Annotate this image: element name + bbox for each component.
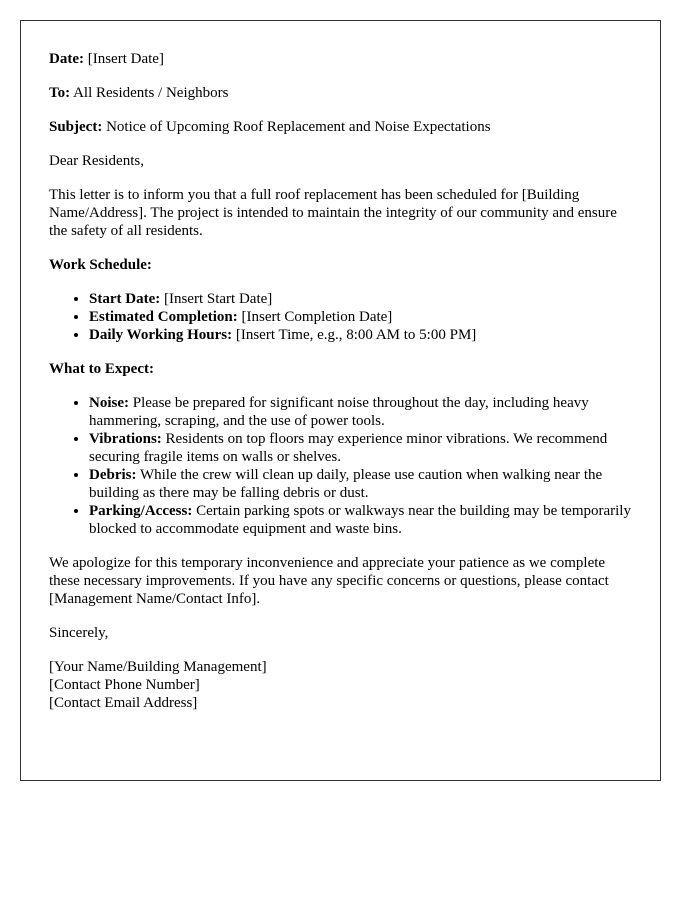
signoff: Sincerely, [49,625,109,641]
expect-list [49,394,632,538]
signature-name: [Your Name/Building Management] [49,659,267,675]
list-item: • Estimated Completion: [Insert Completion Date] [89,308,632,326]
list-item: • Start Date: [Insert Start Date] [89,290,632,308]
list-item: • Daily Working Hours: [Insert Time, e.g., 8:00 AM to 5:00 PM] [89,326,632,344]
closing-paragraph: We apologize for this temporary inconvenience and appreciate your patience as we complete these necessary improvements. If you have any specific concerns or questions, please contact [Management Name/Contact Info]. [49,555,609,607]
list-item: • Noise: Please be prepared for significant noise throughout the day, including heavy hammering, scraping, and the use of power tools. [89,394,632,430]
signature-block [49,658,632,712]
subject-line: Subject: Notice of Upcoming Roof Replacement and Noise Expectations [49,119,491,135]
to-line: To: All Residents / Neighbors [49,85,229,101]
signature-phone: [Contact Phone Number] [49,677,200,693]
letter [20,20,661,781]
list-item: • Debris: While the crew will clean up daily, please use caution when walking near the building as there may be falling debris or dust. [89,466,632,502]
list-item: • Vibrations: Residents on top floors may experience minor vibrations. We recommend securing fragile items on walls or shelves. [89,430,632,466]
intro-paragraph: This letter is to inform you that a full roof replacement has been scheduled for [Building Name/Address]. The project is intended to maintain the integrity of our community and ensure the safety of all residents. [49,187,617,239]
schedule-heading: Work Schedule: [49,257,152,273]
list-item: • Parking/Access: Certain parking spots or walkways near the building may be temporarily blocked to accommodate equipment and waste bins. [89,502,632,538]
signature-email: [Contact Email Address] [49,695,198,711]
greeting: Dear Residents, [49,153,144,169]
schedule-list [49,290,632,344]
expect-heading: What to Expect: [49,361,154,377]
date-line: Date: [Insert Date] [49,51,164,67]
